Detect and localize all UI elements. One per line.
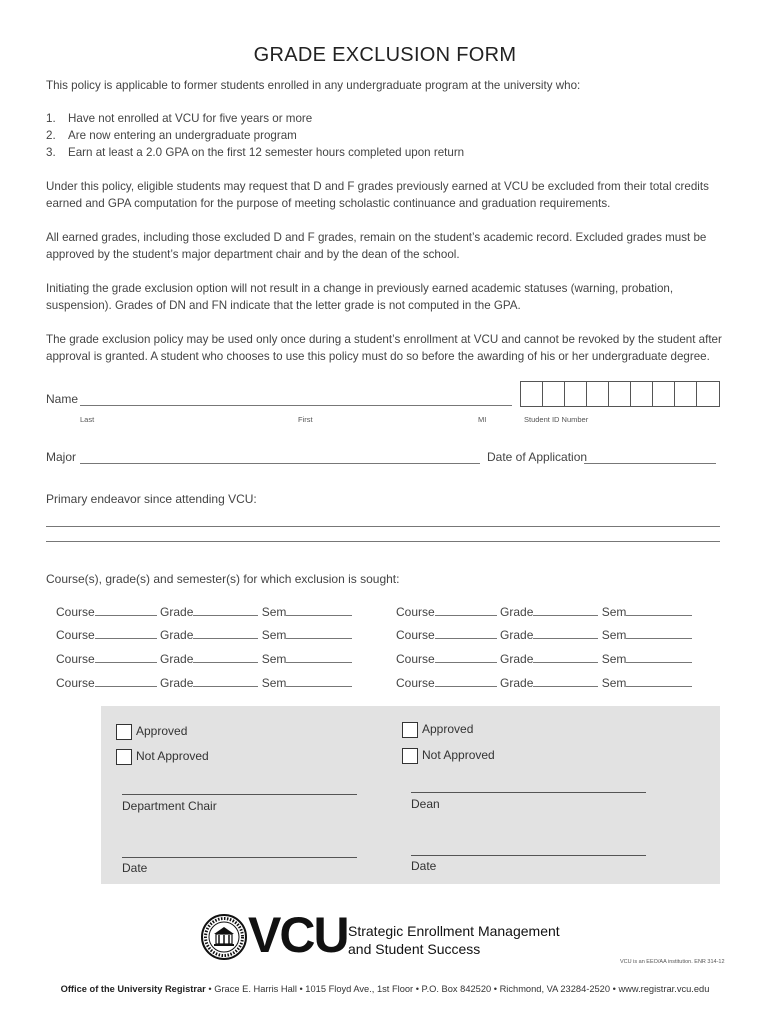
- unit-name: Strategic Enrollment Management and Student Success: [348, 923, 560, 957]
- course-label: Course: [396, 628, 435, 642]
- course-field[interactable]: [95, 651, 157, 663]
- sem-field[interactable]: [286, 651, 352, 663]
- policy-paragraph: Initiating the grade exclusion option will not result in a change in previously earned academic statuses (warning, probation, suspension). Grades of DN and FN indicate that the letter grade is not computed in the GPA.: [46, 282, 674, 312]
- footer: [0, 984, 770, 994]
- course-entry-row: [396, 604, 692, 619]
- course-field[interactable]: [95, 604, 157, 616]
- course-entry-row: [396, 675, 692, 690]
- grade-field[interactable]: [533, 675, 598, 687]
- chair-date-label: Date: [122, 861, 148, 875]
- first-label: First: [298, 415, 313, 424]
- courses-label: Course(s), grade(s) and semester(s) for which exclusion is sought:: [46, 572, 400, 586]
- sem-field[interactable]: [626, 604, 692, 616]
- dean-label: Dean: [411, 797, 440, 811]
- course-label: Course: [56, 628, 95, 642]
- sem-label: Sem: [261, 652, 287, 666]
- course-label: Course: [56, 676, 95, 690]
- sem-label: Sem: [601, 628, 627, 642]
- chair-approved-option[interactable]: Approved: [116, 724, 187, 740]
- grade-label: Grade: [500, 652, 534, 666]
- course-label: Course: [56, 652, 95, 666]
- sem-field[interactable]: [626, 675, 692, 687]
- sem-label: Sem: [601, 676, 627, 690]
- grade-label: Grade: [160, 628, 194, 642]
- course-field[interactable]: [435, 604, 497, 616]
- course-field[interactable]: [435, 675, 497, 687]
- endeavor-field-line-2[interactable]: [46, 541, 720, 542]
- course-entry-row: [56, 627, 352, 642]
- course-field[interactable]: [435, 627, 497, 639]
- grade-field[interactable]: [533, 627, 598, 639]
- course-entry-row: [56, 651, 352, 666]
- grade-label: Grade: [500, 676, 534, 690]
- chair-date-field[interactable]: [122, 857, 357, 858]
- vcu-logo-text: VCU: [248, 907, 348, 963]
- course-label: Course: [56, 605, 95, 619]
- policy-paragraph: The grade exclusion policy may be used only once during a student’s enrollment at VCU and cannot be revoked by the student after approval is granted. A student who chooses to use this policy must do so before the awarding of his or her undergraduate degree.: [46, 333, 722, 363]
- office-address: • Grace E. Harris Hall • 1015 Floyd Ave., 1st Floor • P.O. Box 842520 • Richmond, VA 23284-2520 • www.registrar.vcu.edu: [208, 984, 710, 994]
- sem-label: Sem: [261, 605, 287, 619]
- checkbox[interactable]: [402, 722, 418, 738]
- sem-field[interactable]: [286, 604, 352, 616]
- course-entry-row: [396, 627, 692, 642]
- course-entry-row: [56, 604, 352, 619]
- date-of-application-label: Date of Application: [487, 450, 588, 464]
- course-field[interactable]: [435, 651, 497, 663]
- list-item: 3. Earn at least a 2.0 GPA on the first 12 semester hours completed upon return: [46, 146, 465, 159]
- dean-date-field[interactable]: [411, 855, 646, 856]
- grade-label: Grade: [160, 676, 194, 690]
- sem-label: Sem: [601, 652, 627, 666]
- sem-field[interactable]: [286, 627, 352, 639]
- chair-not-approved-option[interactable]: Not Approved: [116, 749, 209, 765]
- sem-field[interactable]: [626, 651, 692, 663]
- checkbox[interactable]: [116, 749, 132, 765]
- grade-field[interactable]: [533, 604, 598, 616]
- criteria-list: [46, 110, 464, 161]
- policy-paragraph: Under this policy, eligible students may request that D and F grades previously earned at VCU be excluded from their total credits earned and GPA computation for the purpose of meeting scholastic continuance and graduation requirements.: [46, 180, 709, 210]
- eeo-statement: VCU is an EEO/AA institution. ENR 314-12: [620, 959, 725, 965]
- grade-label: Grade: [500, 605, 534, 619]
- student-id-field[interactable]: [520, 381, 720, 407]
- sem-label: Sem: [261, 628, 287, 642]
- grade-label: Grade: [160, 652, 194, 666]
- sem-field[interactable]: [286, 675, 352, 687]
- course-entry-row: [396, 651, 692, 666]
- office-name: Office of the University Registrar: [60, 984, 206, 994]
- student-id-label: Student ID Number: [524, 415, 589, 424]
- date-of-application-field[interactable]: [584, 463, 716, 464]
- course-label: Course: [396, 652, 435, 666]
- grade-field[interactable]: [193, 675, 258, 687]
- last-label: Last: [80, 415, 95, 424]
- chair-signature-field[interactable]: [122, 794, 357, 795]
- name-label: Name: [46, 392, 79, 406]
- checkbox[interactable]: [116, 724, 132, 740]
- sem-label: Sem: [261, 676, 287, 690]
- course-label: Course: [396, 676, 435, 690]
- checkbox[interactable]: [402, 748, 418, 764]
- grade-label: Grade: [500, 628, 534, 642]
- course-field[interactable]: [95, 627, 157, 639]
- sem-label: Sem: [601, 605, 627, 619]
- mi-label: MI: [478, 415, 487, 424]
- course-label: Course: [396, 605, 435, 619]
- grade-field[interactable]: [193, 651, 258, 663]
- dean-approved-option[interactable]: Approved: [402, 722, 473, 738]
- grade-field[interactable]: [193, 604, 258, 616]
- intro-text: This policy is applicable to former students enrolled in any undergraduate program at the university who:: [46, 79, 581, 92]
- page-title: GRADE EXCLUSION FORM: [253, 44, 517, 66]
- dean-date-label: Date: [411, 859, 437, 873]
- dean-not-approved-option[interactable]: Not Approved: [402, 748, 495, 764]
- sem-field[interactable]: [626, 627, 692, 639]
- endeavor-field-line-1[interactable]: [46, 526, 720, 527]
- major-label: Major: [46, 450, 77, 464]
- endeavor-label: Primary endeavor since attending VCU:: [46, 492, 257, 506]
- dept-chair-label: Department Chair: [122, 799, 217, 813]
- dean-signature-field[interactable]: [411, 792, 646, 793]
- list-item: 2. Are now entering an undergraduate program: [46, 129, 297, 142]
- grade-field[interactable]: [193, 627, 258, 639]
- vcu-seal-icon: [201, 914, 247, 960]
- policy-paragraph: All earned grades, including those excluded D and F grades, remain on the student’s academic record. Excluded grades must be approved by the student’s major department chair and by the dean of the school.: [46, 231, 707, 261]
- course-entry-row: [56, 675, 352, 690]
- course-field[interactable]: [95, 675, 157, 687]
- grade-field[interactable]: [533, 651, 598, 663]
- name-field[interactable]: [80, 405, 512, 406]
- major-field[interactable]: [80, 463, 480, 464]
- list-item: 1. Have not enrolled at VCU for five years or more: [46, 112, 313, 125]
- grade-label: Grade: [160, 605, 194, 619]
